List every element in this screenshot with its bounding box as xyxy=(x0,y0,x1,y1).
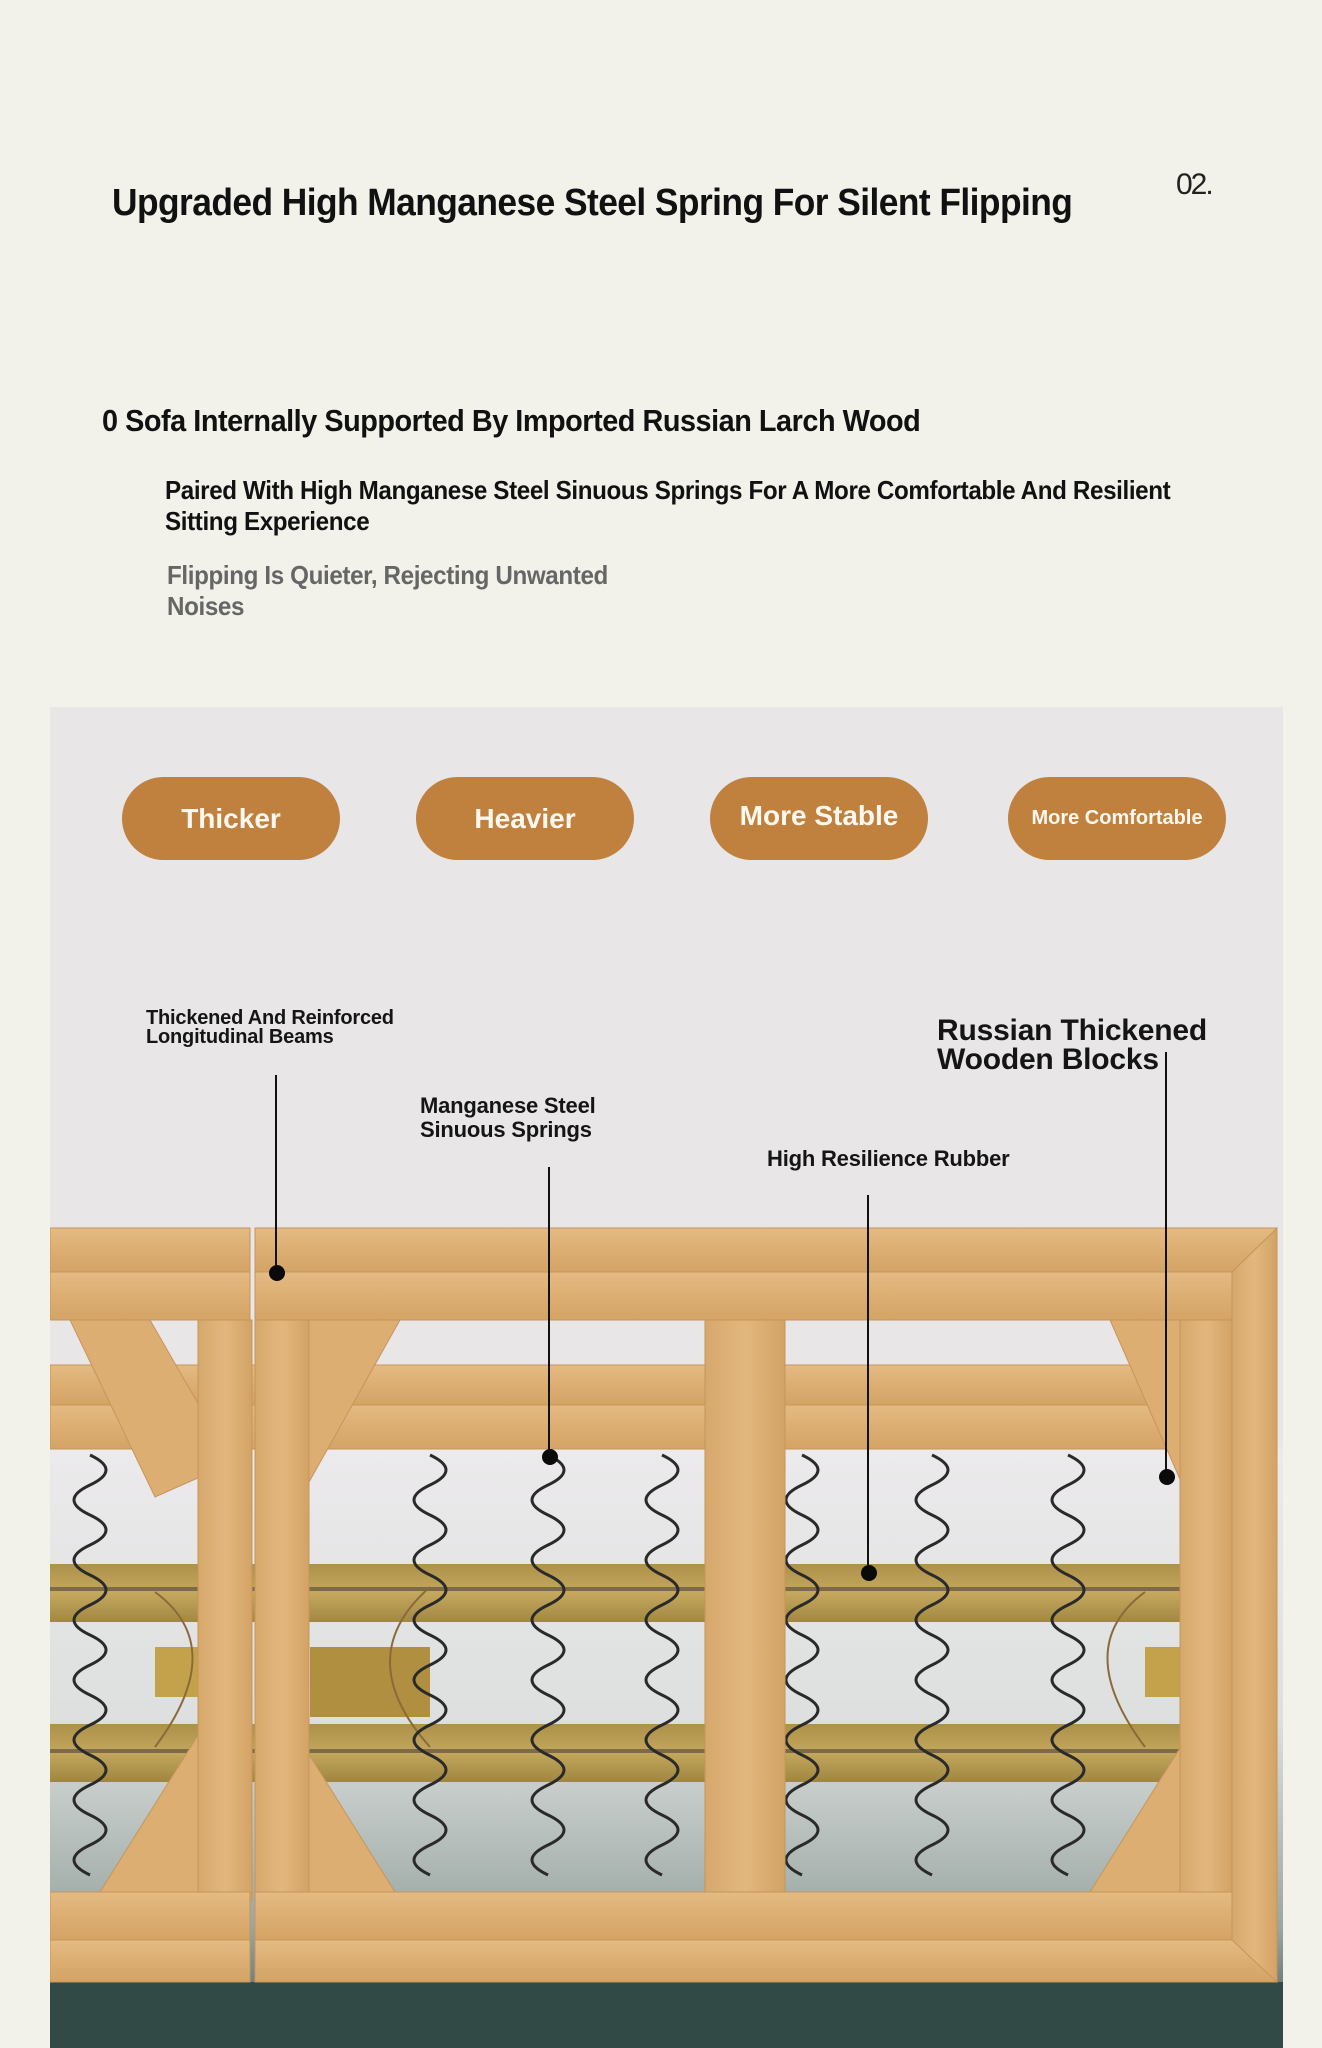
feature-pill-label: Thicker xyxy=(181,802,281,834)
intro-detail: Paired With High Manganese Steel Sinuous Springs For A More Comfortable And Resilient Sitting Experience xyxy=(165,475,1171,536)
forest-floor xyxy=(50,1982,1283,2048)
callout-dot xyxy=(542,1449,558,1465)
callout-text: Manganese Steel xyxy=(420,1093,596,1118)
longitudinal-beam-top xyxy=(50,1228,1277,1320)
callout-text: Wooden Blocks xyxy=(937,1042,1159,1076)
sofa-frame-illustration xyxy=(50,707,1283,2048)
feature-pill-label: More Stable xyxy=(739,799,899,831)
section-number: 02. xyxy=(1176,168,1212,201)
leader-line xyxy=(1165,1052,1167,1477)
callout-text: High Resilience Rubber xyxy=(767,1146,1010,1171)
page-title: Upgraded High Manganese Steel Spring For Silent Flipping xyxy=(112,182,1073,224)
intro-headline: 0 Sofa Internally Supported By Imported Russian Larch Wood xyxy=(102,403,921,438)
callout-dot xyxy=(269,1265,285,1281)
callout-text: Longitudinal Beams xyxy=(146,1026,334,1048)
callout-dot xyxy=(1159,1469,1175,1485)
callout-text: Thickened And Reinforced xyxy=(146,1007,394,1029)
callout-longitudinal-beams xyxy=(146,1009,394,1047)
frame-illustration-panel xyxy=(50,707,1283,2048)
callout-text: Sinuous Springs xyxy=(420,1117,592,1143)
callout-rubber xyxy=(767,1146,1010,1171)
longitudinal-beam-bottom xyxy=(50,1892,1277,1982)
leader-line xyxy=(867,1195,869,1573)
callout-dot xyxy=(861,1565,877,1581)
callout-text: Russian Thickened xyxy=(937,1014,1208,1047)
feature-pill-label: More Comfortable xyxy=(1031,807,1203,829)
leader-line xyxy=(548,1167,550,1457)
end-rail-right xyxy=(1232,1228,1277,1982)
intro-note: Flipping Is Quieter, Rejecting Unwanted Noises xyxy=(167,560,608,621)
leader-line xyxy=(275,1075,277,1273)
callout-springs xyxy=(420,1094,596,1142)
feature-pill-label: Heavier xyxy=(474,802,576,834)
